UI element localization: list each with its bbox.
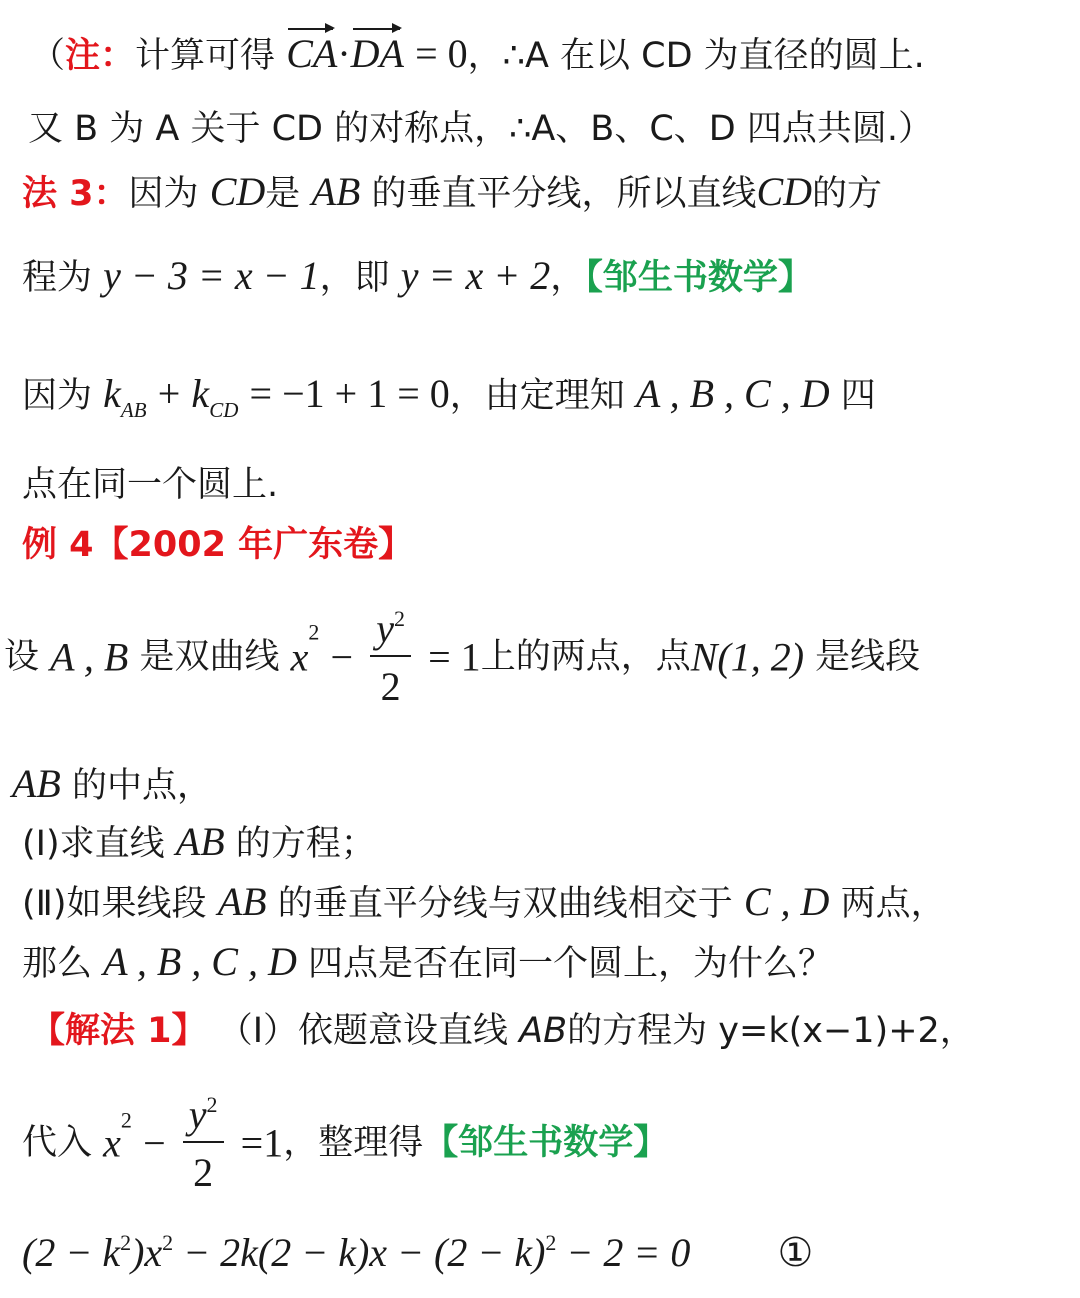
- note-text: 计算可得: [135, 36, 276, 76]
- line-equation-simplified: y = x + 2: [400, 253, 551, 298]
- fraction-y2-over-2: [370, 608, 411, 707]
- note-label: 注：: [65, 36, 136, 76]
- note-conclusion: 又 B 为 A 关于 CD 的对称点，∴A、B、C、D 四点共圆.）: [28, 109, 933, 149]
- math-x: x: [103, 1120, 121, 1166]
- text: ，即: [319, 258, 390, 298]
- method3-label: 法 3：: [22, 174, 129, 214]
- vector-ca: CA: [286, 31, 338, 76]
- text: （Ⅰ）依题意设直线: [217, 1011, 509, 1051]
- equation-1: [22, 1230, 814, 1276]
- math-ab: AB: [519, 1011, 568, 1051]
- solution1-line-2: [22, 1094, 668, 1193]
- slope-sum-equation: = −1 + 1 = 0: [249, 371, 450, 416]
- point-n: N(1, 2): [690, 634, 805, 680]
- line-equation: y − 3 = x − 1: [103, 253, 320, 298]
- dot-operator: ·: [337, 31, 351, 76]
- points-cd: C , D: [743, 879, 830, 924]
- text: 的中点，: [72, 766, 213, 806]
- text: 的垂直平分线与双曲线相交于: [277, 884, 733, 924]
- equals-one: =1: [240, 1120, 284, 1166]
- example4-label: 例 4【2002 年广东卷】: [22, 525, 414, 565]
- equation-part: − 2 = 0: [556, 1230, 691, 1275]
- math-ab: AB: [311, 169, 361, 214]
- superscript: 2: [545, 1230, 557, 1255]
- math-ab: AB: [175, 819, 225, 864]
- equation-part: (2 − k: [22, 1230, 121, 1275]
- equation-number: ①: [777, 1230, 814, 1276]
- points-ab: A , B: [50, 634, 129, 680]
- brand-tag: 【邹生书数学】: [423, 1123, 669, 1163]
- text: ，整理得: [283, 1123, 424, 1163]
- minus-sign: −: [330, 634, 354, 680]
- text: 代入: [22, 1123, 93, 1163]
- example4-part-2-cont: [22, 939, 834, 984]
- minus-sign: −: [143, 1120, 166, 1166]
- points-abcd: A , B , C , D: [635, 371, 830, 416]
- text: 设: [4, 637, 40, 677]
- text: 因为: [22, 376, 93, 416]
- superscript: 2: [120, 1107, 132, 1133]
- line-ab-equation: y=k(x−1)+2，: [718, 1011, 975, 1051]
- note-text-2: ，∴A 在以 CD 为直径的圆上.: [467, 36, 925, 76]
- points-abcd: A , B , C , D: [103, 939, 297, 984]
- math-cd: CD: [209, 169, 266, 214]
- example4-part-1: [22, 819, 376, 864]
- fraction-y2-over-2: [183, 1094, 224, 1193]
- text: 的方: [812, 174, 883, 214]
- text: 是线段: [815, 637, 921, 677]
- superscript: 2: [120, 1230, 132, 1255]
- math-cd: CD: [756, 169, 813, 214]
- equals-zero: = 0: [415, 31, 468, 76]
- note-line-2: [28, 109, 933, 149]
- text: 四点是否在同一个圆上，为什么？: [308, 944, 834, 984]
- fraction-numerator: y: [188, 1092, 207, 1137]
- text: (Ⅱ)如果线段: [22, 884, 207, 924]
- text: (Ⅰ)求直线: [22, 824, 165, 864]
- note-line-1: [30, 31, 925, 76]
- math-x: x: [290, 634, 309, 680]
- text: 的方程；: [235, 824, 376, 864]
- subscript-cd: CD: [209, 398, 239, 422]
- brand-tag: 【邹生书数学】: [585, 258, 813, 298]
- equation-part: − 2k(2 − k)x − (2 − k): [173, 1230, 546, 1275]
- slope-k: k: [103, 371, 121, 416]
- note-open-paren: （: [30, 36, 66, 76]
- fraction-denominator: 2: [370, 655, 411, 707]
- solution-label: 【解法 1】: [30, 1011, 207, 1051]
- text: 程为: [22, 258, 93, 298]
- superscript: 2: [393, 606, 405, 631]
- example4-part-2: [22, 879, 946, 924]
- slope-k: k: [191, 371, 210, 416]
- text: 点在同一个圆上.: [22, 465, 279, 505]
- method3-line-2: [22, 253, 813, 298]
- example4-line-1: [4, 608, 920, 707]
- math-ab: AB: [12, 761, 61, 806]
- math-ab: AB: [217, 879, 267, 924]
- text: 的方程为: [567, 1011, 708, 1051]
- text: 那么: [22, 944, 93, 984]
- method3-line-4: [22, 465, 279, 505]
- text: 是: [265, 174, 301, 214]
- text: ，: [550, 258, 586, 298]
- text: ，由定理知: [449, 376, 625, 416]
- text: 上的两点，点: [480, 637, 691, 677]
- text: 两点，: [840, 884, 946, 924]
- subscript-ab: AB: [120, 398, 147, 422]
- fraction-denominator: 2: [183, 1141, 224, 1193]
- method3-line-1: [22, 169, 883, 214]
- text: 的垂直平分线，所以直线: [371, 174, 757, 214]
- superscript: 2: [308, 619, 320, 645]
- example4-line-2: [12, 761, 213, 806]
- text: 四: [840, 376, 876, 416]
- equals-one: = 1: [428, 634, 481, 680]
- vector-da: DA: [350, 31, 404, 76]
- text: 因为: [128, 174, 199, 214]
- superscript: 2: [206, 1092, 218, 1117]
- fraction-numerator: y: [376, 606, 394, 651]
- equation-part: )x: [131, 1230, 163, 1275]
- method3-line-3: [22, 371, 876, 422]
- text: 是双曲线: [139, 637, 280, 677]
- plus-sign: +: [157, 371, 181, 416]
- solution1-line-1: [30, 1011, 975, 1051]
- superscript: 2: [162, 1230, 174, 1255]
